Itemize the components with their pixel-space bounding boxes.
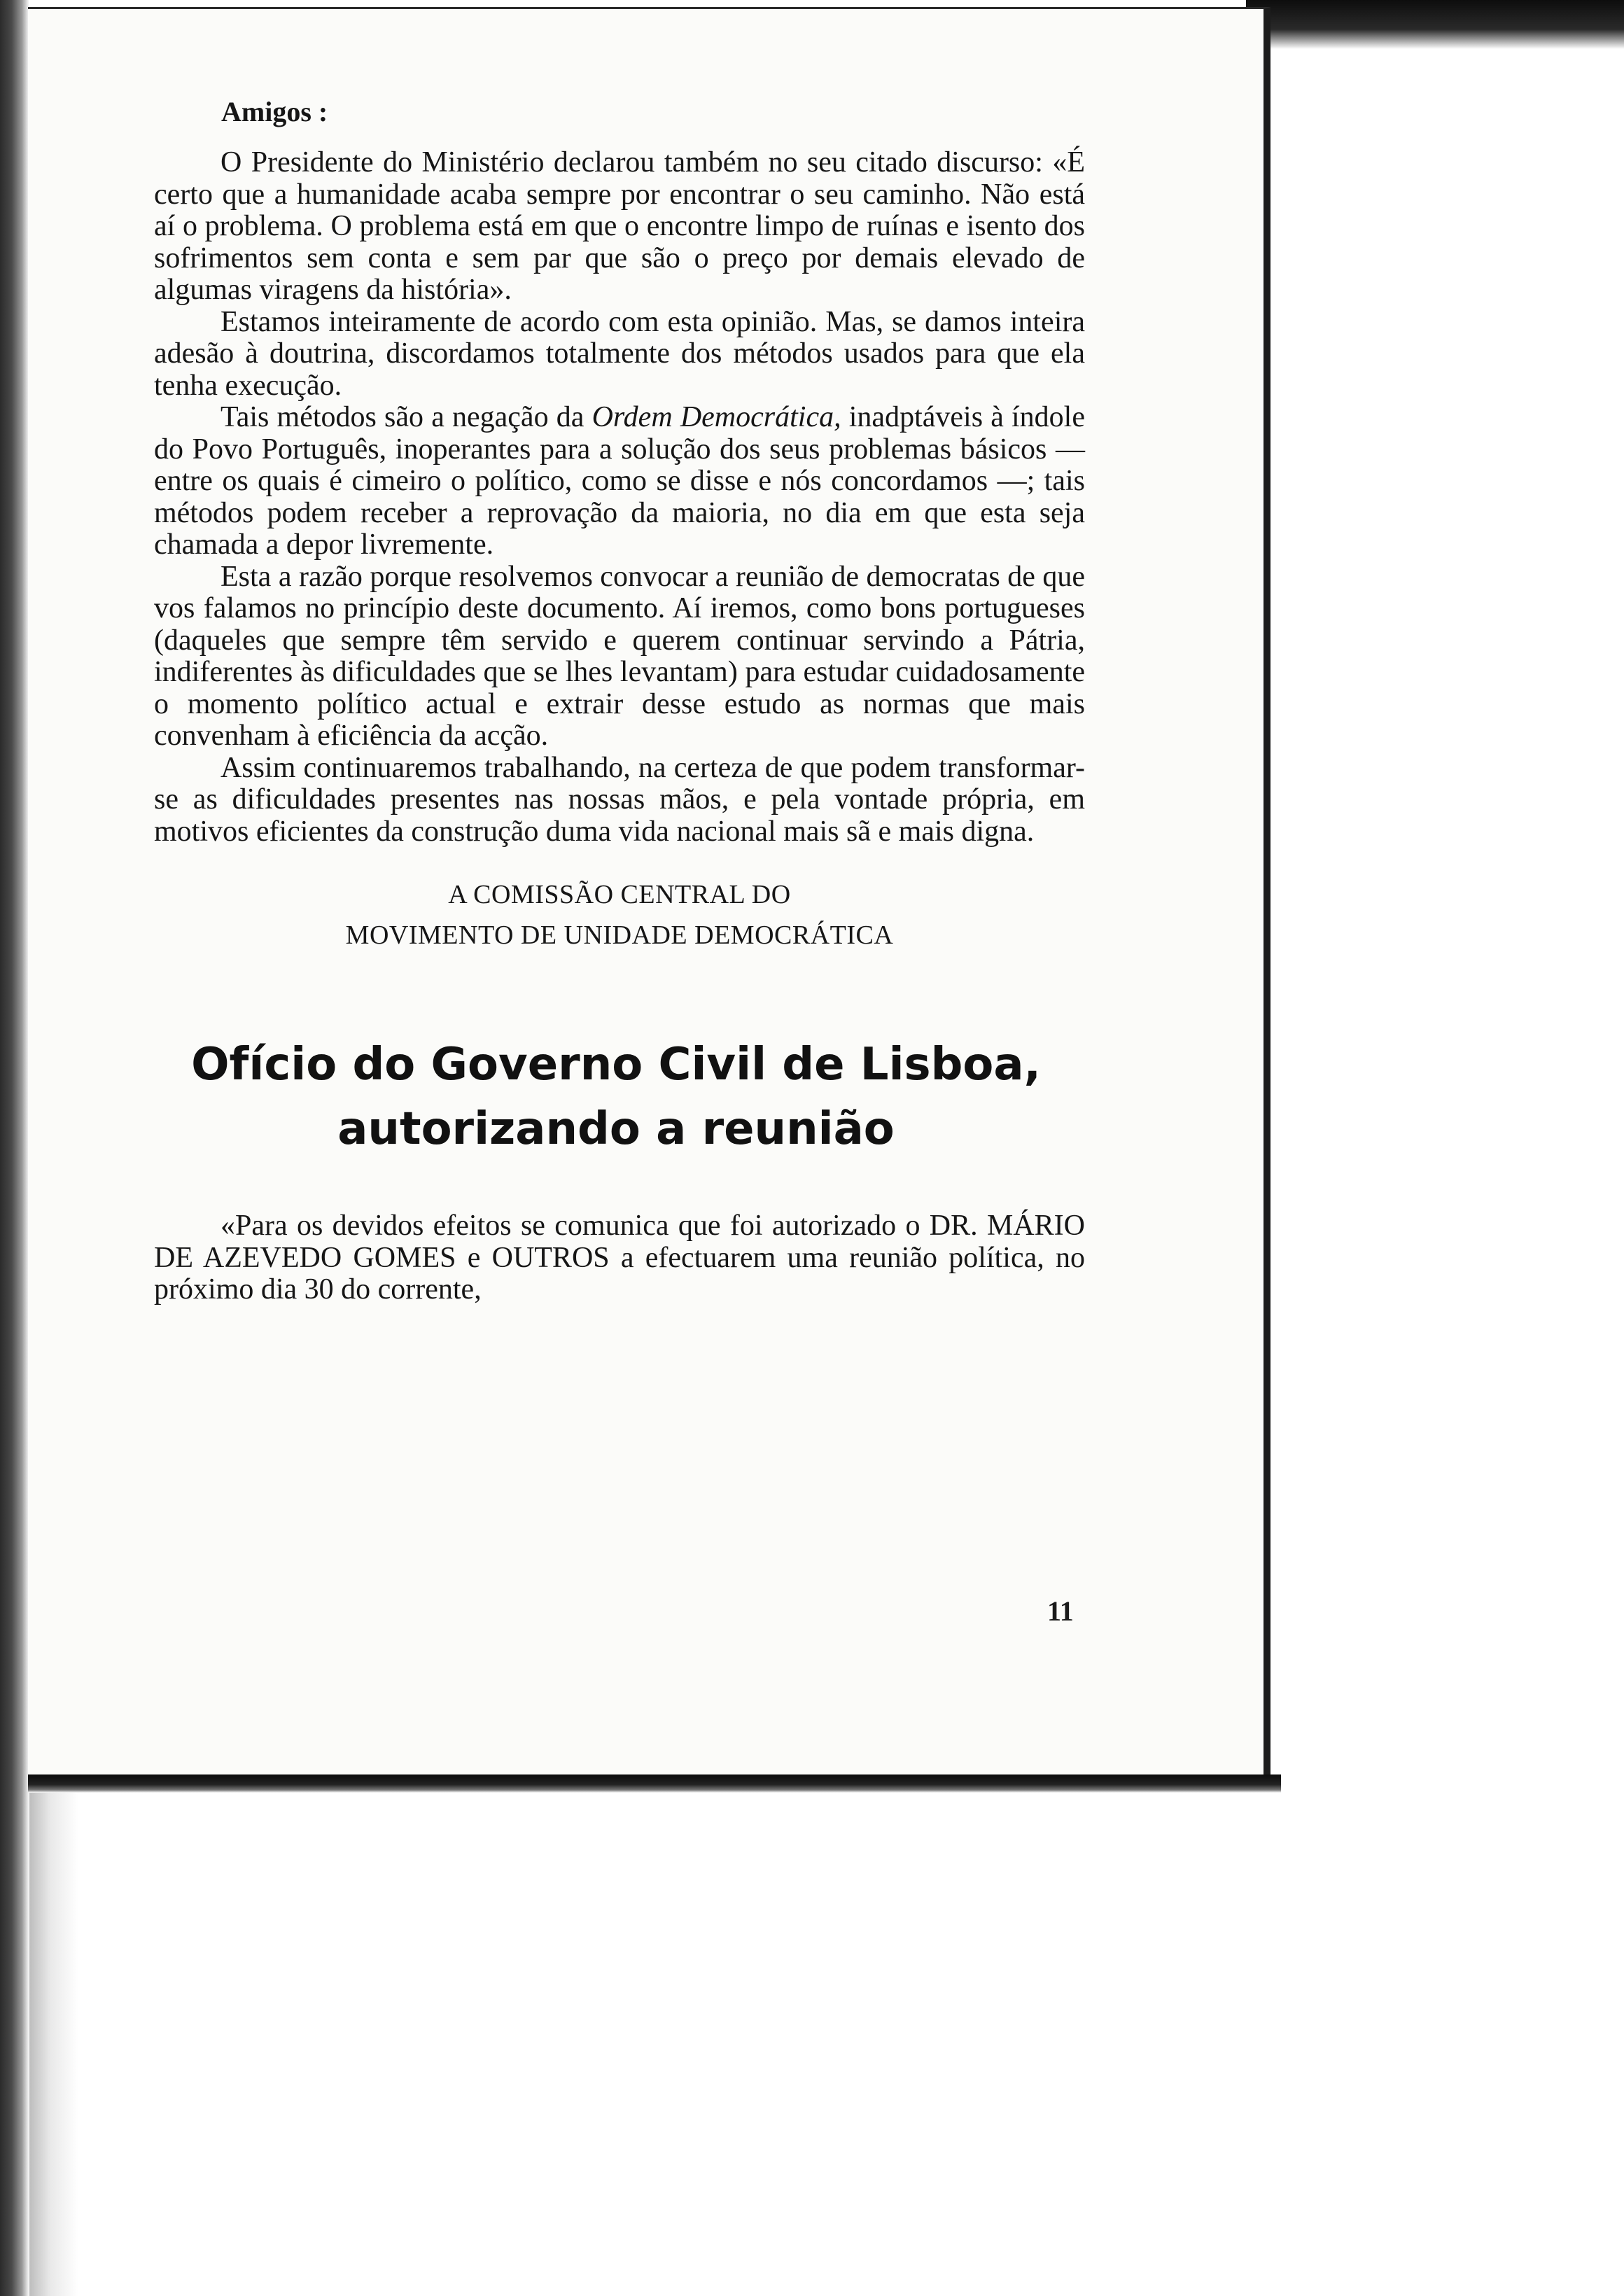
page-bottom-shadow xyxy=(28,1774,1281,1793)
scanner-edge-top xyxy=(1246,0,1624,49)
signature-line-1: A COMISSÃO CENTRAL DO xyxy=(448,880,791,909)
section-title xyxy=(147,1032,1085,1161)
paragraph-presidente: O Presidente do Ministério declarou também no seu citado discurso: «É certo que a humanidade acaba sempre por encontrar o seu caminho. Não está aí o problema. O problema está em que o encontre limpo de ruínas e isento dos sofrimentos sem conta e sem par que são o preço por demais elevado de algumas viragens da história». xyxy=(154,146,1085,306)
section-title-line-1: Ofício do Governo Civil de Lisboa, xyxy=(191,1039,1041,1091)
page-text xyxy=(154,97,1085,1306)
paragraph-tais-metodos xyxy=(154,402,1085,561)
paragraph-razao: Esta a razão porque resolvemos convocar a reunião de democratas de que vos falamos no princípio deste documento. Aí iremos, como bons portugueses (daqueles que sempre têm servido e querem continuar servindo a Pátria, indiferentes às dificuldades que se lhes levantam) para estudar cuidadosamente o momento político actual e extrair desse estudo as normas que mais convenham à eficiência da acção. xyxy=(154,560,1085,752)
underlying-pages xyxy=(29,1793,1289,2296)
scanner-edge-left xyxy=(0,0,29,2296)
signature-line-2: MOVIMENTO DE UNIDADE DEMOCRÁTICA xyxy=(345,920,894,950)
signature-block xyxy=(154,874,1085,955)
section-title-line-2: autorizando a reunião xyxy=(337,1103,895,1155)
paragraph-oficio-quote: «Para os devidos efeitos se comunica que foi autorizado o DR. MÁRIO DE AZEVEDO GOMES e OUTROS a efectuarem uma reunião política, no próximo dia 30 do corrente, xyxy=(154,1210,1085,1306)
paragraph-tais-italic: Ordem Democrática, xyxy=(592,401,841,433)
paragraph-tais-end: inadptáveis à índole do Povo Português, inoperantes para a solução dos seus problemas básicos — entre os quais é cimeiro o político, como se disse e nós concordamos —; tais métodos podem receber a reprovação da maioria, no dia em que esta seja chamada a depor livremente. xyxy=(154,401,1085,561)
paragraph-tais-start: Tais métodos são a negação da xyxy=(220,401,592,433)
paragraph-estamos: Estamos inteiramente de acordo com esta opinião. Mas, se damos inteira adesão à doutrina, discordamos totalmente dos métodos usados para que ela tenha execução. xyxy=(154,305,1085,402)
paragraph-assim: Assim continuaremos trabalhando, na certeza de que podem transformar-se as dificuldades presentes nas nossas mãos, e pela vontade própria, em motivos eficientes da construção duma vida nacional mais sã e mais digna. xyxy=(154,751,1085,848)
greeting: Amigos : xyxy=(221,96,328,127)
page-number: 11 xyxy=(1047,1595,1074,1627)
scanner-background xyxy=(1295,0,1624,2296)
